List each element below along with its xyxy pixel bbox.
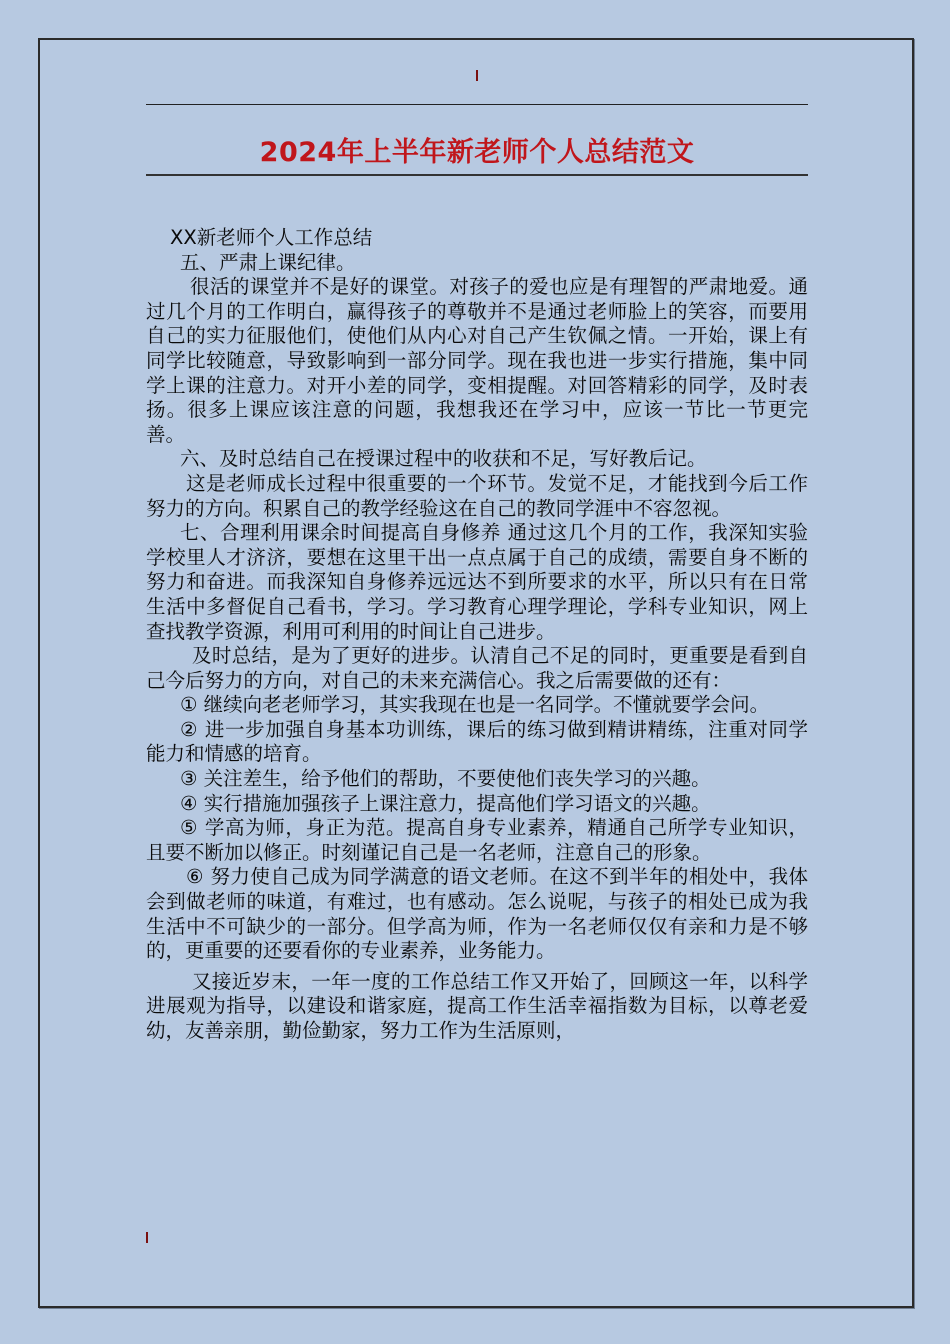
header-rule [146,104,808,105]
header-mark [476,70,478,81]
section-heading: 五、严肃上课纪律。 [180,250,356,274]
paragraph: 很活的课堂并不是好的课堂。对孩子的爱也应是有理智的严肃地爱。通过几个月的工作明白，赢得孩子的尊敬并不是通过老师脸上的笑容，而要用自己的实力征服他们，使他们从内心对自己产生钦佩之情。一开始，课上有同学比较随意，导致影响到一部分同学。现在我也进一步实行措施，集中同学上课的注意力。对开小差的同学，变相提醒。对回答精彩的同学，及时表扬。很多上课应该注意的问题，我想我还在学习中，应该一节比一节更完善。 [146,275,808,446]
document-page [38,38,914,1308]
list-item: ③ 关注差生，给予他们的帮助，不要使他们丧失学习的兴趣。 [180,767,711,791]
paragraph: 这是老师成长过程中很重要的一个环节。发觉不足，才能找到今后工作努力的方向。积累自己的教学经验这在自己的教同学涯中不容忽视。 [146,471,808,520]
section-heading: 六、及时总结自己在授课过程中的收获和不足，写好教后记。 [180,447,707,471]
list-item: ④ 实行措施加强孩子上课注意力，提高他们学习语文的兴趣。 [180,791,711,815]
subtitle: XX新老师个人工作总结 [170,226,373,249]
list-item: ⑤ 学高为师，身正为范。提高自身专业素养，精通自己所学专业知识，且要不断加以修正。时刻谨记自己是一名老师，注意自己的形象。 [146,816,808,864]
document-body [146,226,808,1044]
section-heading: 七、合理利用课余时间提高自身修养 通过这几个月的工作，我深知实验学校里人才济济，要想在这里干出一点点属于自己的成绩，需要自身不断的努力和奋进。而我深知自身修养远远达不到所要求的水平，所以只有在日常生活中多督促自己看书，学习。学习教育心理学理论，学科专业知识，网上查找教学资源，利用可利用的时间让自己进步。 [146,521,808,643]
paragraph: 及时总结，是为了更好的进步。认清自己不足的同时，更重要是看到自己今后努力的方向，对自己的未来充满信心。我之后需要做的还有： [146,644,808,692]
document-title: 2024年上半年新老师个人总结范文 [259,137,695,168]
footer-mark [146,1232,148,1243]
title-rule [146,174,808,176]
list-item: ② 进一步加强自身基本功训练，课后的练习做到精讲精练，注重对同学能力和情感的培育。 [146,717,808,766]
list-item: ⑥ 努力使自己成为同学满意的语文老师。在这不到半年的相处中，我体会到做老师的味道，有难过，也有感动。怎么说呢，与孩子的相处已成为我生活中不可缺少的一部分。但学高为师，作为一名老师仅仅有亲和力是不够的，更重要的还要看你的专业素养，业务能力。 [146,865,808,963]
list-item: ① 继续向老老师学习，其实我现在也是一名同学。不懂就要学会问。 [180,693,770,717]
paragraph: 又接近岁末，一年一度的工作总结工作又开始了，回顾这一年，以科学进展观为指导，以建设和谐家庭，提高工作生活幸福指数为目标，以尊老爱幼，友善亲朋，勤俭勤家，努力工作为生活原则， [146,969,808,1042]
